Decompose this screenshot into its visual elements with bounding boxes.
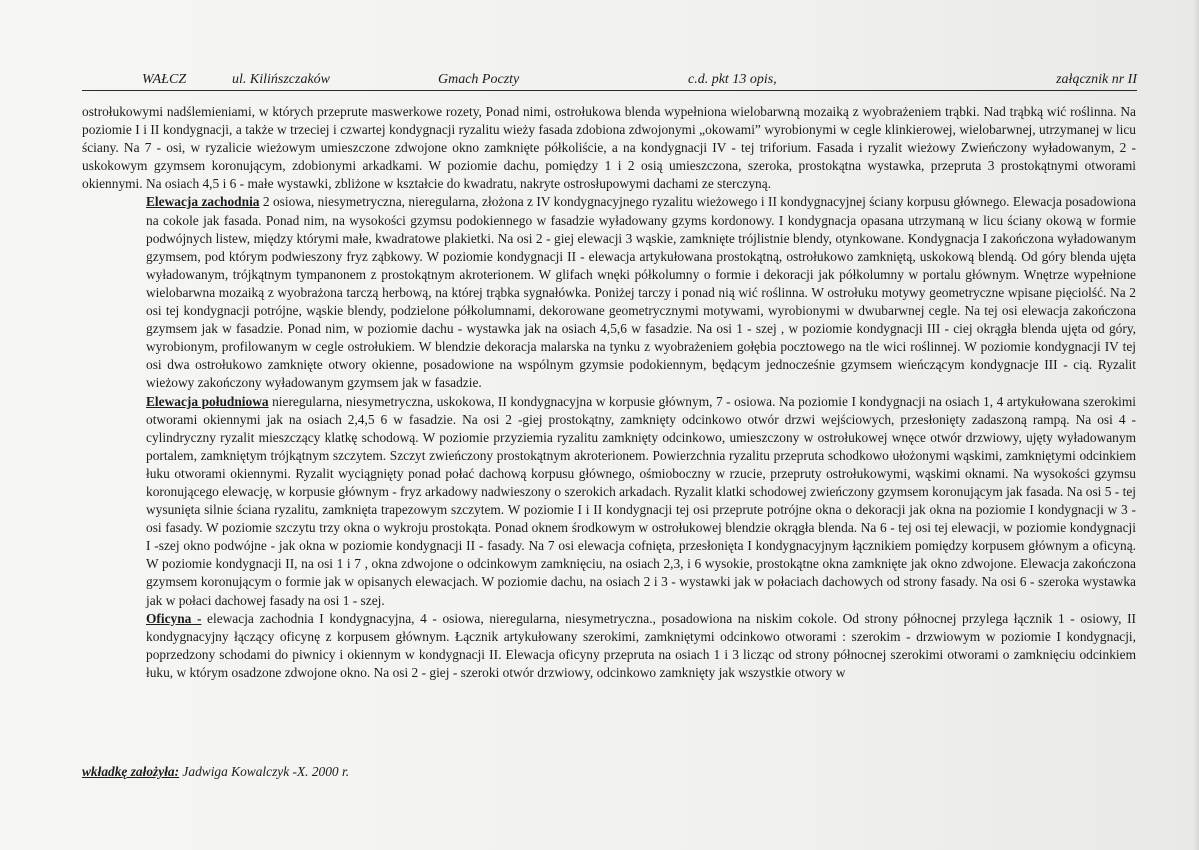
header-building: Gmach Poczty bbox=[438, 72, 520, 87]
paragraph-text: nieregularna, niesymetryczna, uskokowa, II kondygnacyjna w korpusie głównym, 7 - osiowa. Na poziomie I kondygnacji na osiach 1, 4 artykułowana szerokimi otworami okiennymi jak na osiach 2,4,5 6 w fasadzie. Na osi 2 -giej prostokątny, zamknięty odcinkowo otwór drzwi wejściowych, przesłonięty zadaszoną rampą. Na osi 4 - cylindryczny ryzalit mieszczący klatkę schodową. W poziomie przyziemia ryzalitu zamknięty odcinkowo, umieszczony w ostrołukowej wnęce otwór drzwiowy, ujęty wyładowanym portalem, zamkniętym trójkątnym szczytem. Szczyt zwieńczony prostokątnym akroterionem. Powierzchnia ryzalitu przepruta schodkowo ułożonymi wąskimi, zamkniętymi odcinkiem łuku otworami okiennymi. Ryzalit wyciągnięty ponad połać dachową korpusu głównego, ośmioboczny w rzucie, przepruty ostrołukowymi, wąskimi oknami. Na wysokości gzymsu koronującego elewację, w korpusie głównym - fryz arkadowy nadwieszony o szerokich arkadach. Ryzalit klatki schodowej zwieńczony gzymsem koronującym jak fasada. Na osi 5 - tej wysunięta silnie ściana ryzalitu, zamknięta trapezowym szczytem. W poziomie I i II kondygnacji tej osi przeprute potrójne okna o dekoracji jak okna na poziomie I kondygnacji w 3 - osi fasady. W poziomie szczytu trzy okna o wykroju prostokąta. Ponad oknem środkowym w ostrołukowej blendzie okrągła blenda. Na 6 - tej osi tej elewacji, w poziomie kondygnacji I -szej okno podwójne - jak okna w poziomie kondygnacji II - fasady. Na 7 osi elewacja cofnięta, przesłonięta I kondygnacyjnym łącznikiem pomiędzy korpusem głównym a oficyną. W poziomie kondygnacji II, na osi 1 i 7 , okna zdwojone o odcinkowym zamknięciu, na osiach 2,3, i 6 wysokie, prostokątne okna zamknięte jak okno zdwojone. Elewacja zakończona gzymsem koronującym o formie jak w opisanych elewacjach. W poziomie dachu, na osiach 2 i 3 - wystawki jak w połaciach dachowych od strony fasady. Na osi 6 - szeroka wystawka jak w połaci dachowej fasady na osi 1 - szej. bbox=[146, 393, 1136, 608]
page-header bbox=[82, 72, 1137, 91]
document-body bbox=[82, 103, 1136, 682]
header-street: ul. Kilińszczaków bbox=[232, 72, 331, 87]
paragraph-text: 2 osiowa, niesymetryczna, nieregularna, złożona z IV kondygnacyjnego ryzalitu wieżowego i II kondygnacyjnej ściany korpusu głównego. Elewacja posadowiona na cokole jak fasada. Ponad nim, na wysokości gzymsu podokiennego w fasadzie wyładowany gzyms kordonowy. I kondygnacja opasana utrzymaną w licu ściany okową w formie podwójnych listew, między którymi małe, kwadratowe plakietki. Na osi 2 - giej elewacji 3 wąskie, zamknięte trójlistnie blendy, otynkowane. Kondygnacja I zakończona wyładowanym gzymsem, pod którym podwieszony fryz ząbkowy. W poziomie kondygnacji II - elewacja artykułowana prostokątną, ostrołukowo zamkniętą, uskokową blendą. Od góry blenda ujęta wyładowanym, trójkątnym tympanonem z prostokątnym akroterionem. W glifach wnęki półkolumny o formie i dekoracji jak półkolumny w portalu głównym. Wnętrze wypełnione wielobarwna mozaiką z wyobrażona tarczą herbową, na której trąbka sygnałówka. Poniżej tarczy i ponad nią wić roślinna. W ostrołuku motywy geometryczne wpisane pięciolść. Na 2 osi tej kondygnacji potrójne, wąskie blendy, podzielone półkolumnami, dekorowane geometrycznymi motywami, wyrobionymi w dwubarwnej cegle. Na tej osi elewacja zakończona gzymsem jak w fasadzie. Ponad nim, w poziomie dachu - wystawka jak na osiach 4,5,6 w fasadzie. Na osi 1 - szej , w poziomie kondygnacji III - ciej okrągła blenda ujęta od góry, wyrobionym, profilowanym w cegle ostrołukiem. W blendzie dekoracja malarska na tynku z wyobrażeniem gołębia pocztowego na tle wici roślinnej. W poziomie kondygnacji IV tej osi dwa ostrołukowo zamknięte otwory okienne, posadowione na wspólnym gzymsie podokiennym, będącym jednocześnie gzymsem wieńczącym kondygnacje III - cią. Ryzalit wieżowy zakończony wyładowanym gzymsem jak w fasadzie. bbox=[146, 194, 1136, 391]
footer-label: wkładkę założyła: bbox=[82, 764, 180, 779]
header-reference: c.d. pkt 13 opis, bbox=[688, 72, 777, 87]
header-city: WAŁCZ bbox=[142, 72, 187, 87]
footer-author: Jadwiga Kowalczyk -X. 2000 r. bbox=[179, 764, 350, 779]
paragraph-annex bbox=[82, 610, 1136, 682]
paragraph-west-elevation bbox=[82, 193, 1136, 392]
section-heading: Elewacja południowa bbox=[146, 393, 269, 409]
section-heading: Elewacja zachodnia bbox=[146, 194, 260, 210]
page-footer bbox=[82, 764, 349, 780]
paragraph-continuation bbox=[82, 103, 1136, 193]
paragraph-text: elewacja zachodnia I kondygnacyjna, 4 - osiowa, nieregularna, niesymetryczna., posadowiona na niskim cokole. Od strony północnej przylega łącznik 1 - osiowy, II kondygnacyjny łączący oficynę z korpusem głównym. Łącznik artykułowany szerokimi, zamkniętymi odcinkowo otworami : szerokim - drzwiowym w poziomie I kondygnacji, poprzedzony schodami do piwnicy i okiennym w kondygnacji II. Elewacja oficyny przepruta na osiach 1 i 3 licząc od strony północnej szerokimi otworami o zamknięciu odcinkiem łuku, w którym osadzone zdwojone okno. Na osi 2 - giej - szeroki otwór drzwiowy, odcinkowo zamknięty jak wszystkie otwory w bbox=[146, 610, 1136, 680]
paragraph-text: ostrołukowymi nadślemieniami, w których przeprute maswerkowe rozety, Ponad nimi, ostrołukowa blenda wypełniona wielobarwną mozaiką z wyobrażeniem trąbki. Nad trąbką wić roślinna. Na poziomie I i II kondygnacji, a także w trzeciej i czwartej kondygnacji ryzalitu wieży fasada zdobiona zdwojonymi „okowami” wyrobionymi w cegle klinkierowej, wielobarwnej, utrzymanej w licu ściany. Na 7 - osi, w ryzalicie wieżowym umieszczone zdwojone okno zamknięte półkoliście, a na kondygnacji IV - tej triforium. Fasada i ryzalit wieżowy Zwieńczony wyładowanym, 2 - uskokowym gzymsem koronującym, zdobionymi arkadkami. W poziomie dachu, pomiędzy 1 i 2 osią umieszczona, szeroka, prostokątna wystawka, przepruta 3 prostokątnymi otworami okiennymi. Na osiach 4,5 i 6 - małe wystawki, zbliżone w kształcie do kwadratu, nakryte ostrosłupowymi dachami ze sterczyną. bbox=[82, 104, 1136, 192]
header-attachment: załącznik nr II bbox=[1056, 72, 1137, 87]
section-heading: Oficyna - bbox=[146, 610, 202, 626]
paragraph-south-elevation bbox=[82, 393, 1136, 610]
paper-edge-shadow bbox=[1193, 0, 1199, 850]
